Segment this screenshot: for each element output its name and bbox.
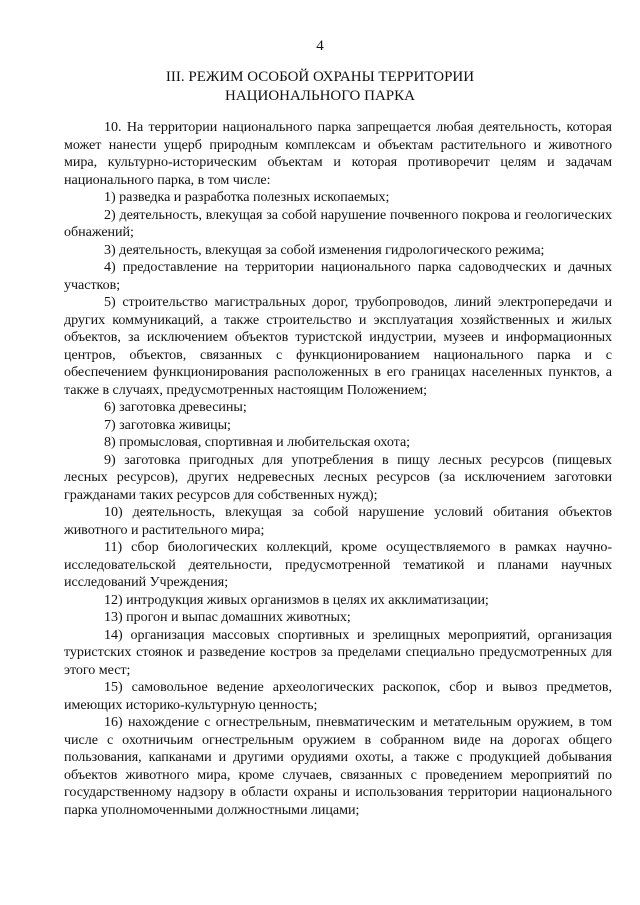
list-item-11: 11) сбор биологических коллекций, кроме осуществляемого в рамках научно-исследовательской деятельности, предусмотренной тематикой и планами научных исследований Учреждения; xyxy=(64,539,612,590)
list-item-14: 14) организация массовых спортивных и зрелищных мероприятий, организация туристских стоянок и разведение костров за пределами специально предусмотренных для этого мест; xyxy=(64,626,612,678)
list-item-12: 12) интродукция живых организмов в целях их акклиматизации; xyxy=(104,591,489,608)
list-item-7: 7) заготовка живицы; xyxy=(104,416,231,433)
list-item-6: 6) заготовка древесины; xyxy=(104,399,247,415)
list-item-16: 16) нахождение с огнестрельным, пневматическим и метательным оружием, в том числе с охотничьим огнестрельным оружием в собранном виде на дорогах общего пользования, капканами и другими орудиями охоты, а также с продукцией добывания объектов животного мира, кроме случаев, связанных с проведением мероприятий по государственному надзору в области охраны и использования территории национального парка уполномоченными должностными лицами; xyxy=(64,714,612,818)
document-body xyxy=(64,119,612,819)
list-item-13: 13) прогон и выпас домашних животных; xyxy=(104,609,351,625)
list-item-2: 2) деятельность, влекущая за собой нарушение почвенного покрова и геологических обнажений; xyxy=(64,206,612,240)
list-item-8: 8) промысловая, спортивная и любительская охота; xyxy=(104,434,411,450)
page-number: 4 xyxy=(316,38,324,54)
list-item-15: 15) самовольное ведение археологических раскопок, сбор и вывоз предметов, имеющих историко-культурную ценность; xyxy=(64,679,612,713)
section-title-line-2: НАЦИОНАЛЬНОГО ПАРКА xyxy=(224,88,415,104)
list-item-10: 10) деятельность, влекущая за собой нарушение условий обитания объектов животного и растительного мира; xyxy=(64,504,612,538)
paragraph-10-intro: 10. На территории национального парка запрещается любая деятельность, которая может нанести ущерб природным комплексам и объектам растительного и животного мира, культурно-историческим объектам и которая противоречит целям и задачам национального парка, в том числе: xyxy=(64,119,612,188)
section-title-line-1: III. РЕЖИМ ОСОБОЙ ОХРАНЫ ТЕРРИТОРИИ xyxy=(165,69,475,85)
list-item-4: 4) предоставление на территории национального парка садоводческих и дачных участков; xyxy=(64,259,612,293)
list-item-1: 1) разведка и разработка полезных ископаемых; xyxy=(104,189,390,205)
list-item-9: 9) заготовка пригодных для употребления в пищу лесных ресурсов (пищевых лесных ресурсов), других недревесных лесных ресурсов (за исключением заготовки гражданами таких ресурсов для собственных нужд); xyxy=(64,451,612,503)
list-item-3: 3) деятельность, влекущая за собой изменения гидрологического режима; xyxy=(104,241,545,258)
list-item-5: 5) строительство магистральных дорог, трубопроводов, линий электропередачи и других коммуникаций, а также строительство и эксплуатация хозяйственных и жилых объектов, за исключением объектов туристской индустрии, музеев и информационных центров, объектов, связанных с функционированием национального парка и с обеспечением функционирования расположенных в его границах населенных пунктов, а также в случаях, предусмотренных настоящим Положением; xyxy=(64,294,612,398)
section-title xyxy=(60,68,580,106)
